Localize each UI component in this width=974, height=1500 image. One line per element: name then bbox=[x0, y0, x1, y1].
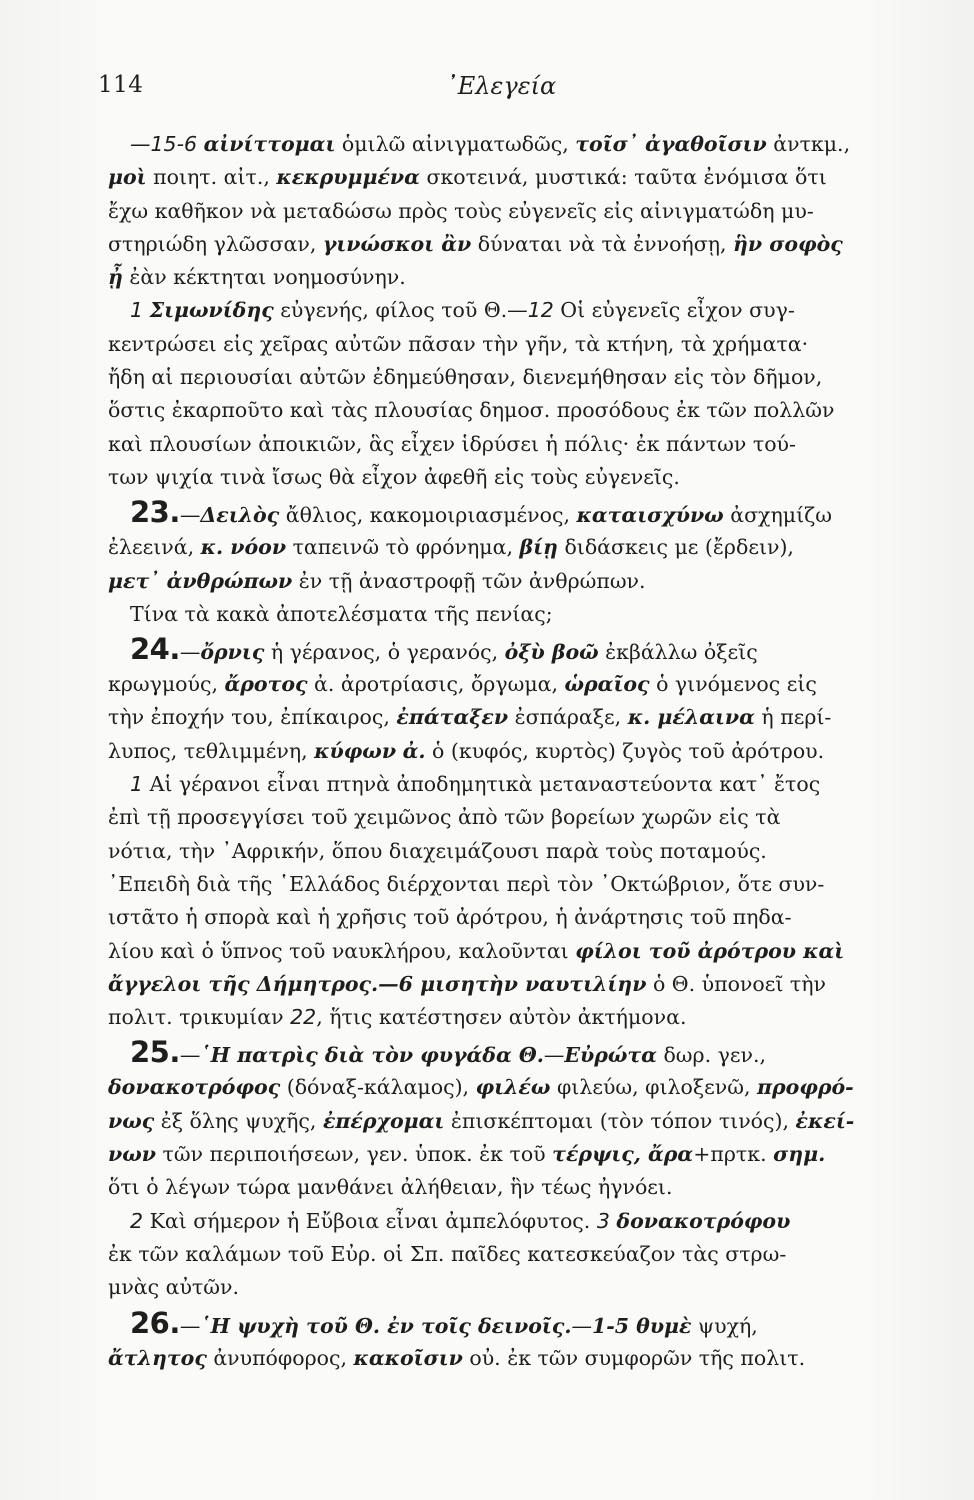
text-line: ὅτι ὁ λέγων τώρα μανθάνει ἀλήθειαν, ἣν τέως ἠγνόει. bbox=[108, 1175, 673, 1200]
section-entry-line: 26.—῾Η ψυχὴ τοῦ Θ. ἐν τοῖς δεινοῖς.—1-5 θυμὲ ψυχή, bbox=[130, 1305, 758, 1340]
text-line: μοὶ ποιητ. αἰτ., κεκρυμμένα σκοτεινά, μυστικά: ταῦτα ἐνόμισα ὅτι bbox=[108, 165, 827, 190]
text-line: πολιτ. τρικυμίαν 22, ἥτις κατέστησεν αὐτὸν ἀκτήμονα. bbox=[108, 1005, 687, 1030]
text-line: μετ᾿ ἀνθρώπων ἐν τῇ ἀναστροφῇ τῶν ἀνθρώπων. bbox=[108, 568, 646, 593]
section-entry-line: 24.—ὄρνις ἡ γέρανος, ὁ γερανός, ὀξὺ βοῶ ἐκβάλλω ὀξεῖς bbox=[130, 632, 758, 667]
text-line: ιστᾶτο ἡ σπορὰ καὶ ἡ χρῆσις τοῦ ἀρότρου, ἡ ἀνάρτησις τοῦ πηδα- bbox=[108, 905, 792, 930]
text-line: στηριώδη γλῶσσαν, γινώσκοι ἂν δύναται νὰ τὰ ἐννοήσῃ, ἣν σοφὸς bbox=[108, 231, 843, 256]
text-line: δονακοτρόφος (δόναξ-κάλαμος), φιλέω φιλεύω, φιλοξενῶ, προφρό- bbox=[108, 1075, 854, 1100]
page-header bbox=[98, 72, 868, 106]
text-line: λυπος, τεθλιμμένη, κύφων ἀ. ὁ (κυφός, κυρτὸς) ζυγὸς τοῦ ἀρότρου. bbox=[108, 738, 825, 763]
text-line: ᾿Επειδὴ διὰ τῆς ῾Ελλάδος διέρχονται περὶ τὸν ᾿Οκτώβριον, ὅτε συν- bbox=[108, 871, 825, 896]
text-line: 1 Αἱ γέρανοι εἶναι πτηνὰ ἀποδημητικὰ μεταναστεύοντα κατ᾿ ἔτος bbox=[130, 772, 821, 797]
commentary-text bbox=[108, 128, 868, 1375]
text-line: μνὰς αὐτῶν. bbox=[108, 1275, 239, 1300]
text-line: καὶ πλουσίων ἀποικιῶν, ἃς εἶχεν ἱδρύσει ἡ πόλις· ἐκ πάντων τού- bbox=[108, 431, 796, 456]
text-line: νότια, τὴν ᾿Αφρικήν, ὅπου διαχειμάζουσι παρὰ τοὺς ποταμούς. bbox=[108, 838, 767, 863]
text-line: 2 Καὶ σήμερον ἡ Εὔβοια εἶναι ἀμπελόφυτος. 3 δονακοτρόφου bbox=[130, 1208, 791, 1233]
text-line: Τίνα τὰ κακὰ ἀποτελέσματα τῆς πενίας; bbox=[130, 601, 553, 626]
text-line: ὅστις ἐκαρποῦτο καὶ τὰς πλουσίας δημοσ. προσόδους ἐκ τῶν πολλῶν bbox=[108, 398, 835, 423]
text-line: —15-6 αἰνίττομαι ὁμιλῶ αἰνιγματωδῶς, τοῖσ᾿ ἀγαθοῖσιν ἀντκμ., bbox=[130, 132, 851, 156]
text-line: ἐλεεινά, κ. νόον ταπεινῶ τὸ φρόνημα, βίῃ διδάσκεις με (ἔρδειν), bbox=[108, 535, 794, 560]
text-line: κεντρώσει εἰς χεῖρας αὐτῶν πᾶσαν τὴν γῆν, τὰ κτήνη, τὰ χρήματα· bbox=[108, 331, 809, 356]
text-line: ἄτλητος ἀνυπόφορος, κακοῖσιν οὐ. ἐκ τῶν συμφορῶν τῆς πολιτ. bbox=[108, 1345, 806, 1370]
running-title: ᾿Ελεγεία bbox=[445, 72, 557, 100]
text-line: τὴν ἐποχήν του, ἐπίκαιρος, ἐπάταξεν ἐσπάραξε, κ. μέλαινα ἡ περί- bbox=[108, 705, 832, 730]
text-line: 1 Σιμωνίδης εὐγενής, φίλος τοῦ Θ.—12 Οἱ εὐγενεῖς εἶχον συγ- bbox=[130, 298, 795, 323]
section-entry-line: 23.—Δειλὸς ἄθλιος, κακομοιριασμένος, καταισχύνω ἀσχημίζω bbox=[130, 495, 832, 530]
text-line: νως ἐξ ὅλης ψυχῆς, ἐπέρχομαι ἐπισκέπτομαι (τὸν τόπον τινός), ἐκεί- bbox=[108, 1108, 855, 1133]
page-number: 114 bbox=[98, 72, 144, 98]
text-line: ἔχω καθῆκον νὰ μεταδώσω πρὸς τοὺς εὐγενεῖς εἰς αἰνιγματώδη μυ- bbox=[108, 198, 814, 223]
text-line: ἐκ τῶν καλάμων τοῦ Εὐρ. οἱ Σπ. παῖδες κατεσκεύαζον τὰς στρω- bbox=[108, 1241, 787, 1266]
section-entry-line: 25.—῾Η πατρὶς διὰ τὸν φυγάδα Θ.—Εὐρώτα δωρ. γεν., bbox=[130, 1035, 766, 1070]
text-line: ἤδη αἱ περιουσίαι αὐτῶν ἐδημεύθησαν, διενεμήθησαν εἰς τὸν δῆμον, bbox=[108, 365, 823, 390]
text-line: ἐπὶ τῇ προσεγγίσει τοῦ χειμῶνος ἀπὸ τῶν βορείων χωρῶν εἰς τὰ bbox=[108, 805, 781, 830]
text-line: νων τῶν περιποιήσεων, γεν. ὑποκ. ἐκ τοῦ τέρψις, ἄρα+πρτκ. σημ. bbox=[108, 1142, 826, 1167]
text-line: ἄγγελοι τῆς Δήμητρος.—6 μισητὴν ναυτιλίην ὁ Θ. ὑπονοεῖ τὴν bbox=[108, 971, 826, 996]
text-line: των ψιχία τινὰ ἴσως θὰ εἶχον ἀφεθῆ εἰς τοὺς εὐγενεῖς. bbox=[108, 464, 680, 489]
text-line: κρωγμούς, ἄροτος ἀ. ἀροτρίασις, ὄργωμα, ὡραῖος ὁ γινόμενος εἰς bbox=[108, 672, 817, 697]
text-line: ᾖ ἐὰν κέκτηται νοημοσύνην. bbox=[108, 265, 406, 290]
text-line: λίου καὶ ὁ ὕπνος τοῦ ναυκλήρου, καλοῦνται φίλοι τοῦ ἀρότρου καὶ bbox=[108, 938, 845, 963]
